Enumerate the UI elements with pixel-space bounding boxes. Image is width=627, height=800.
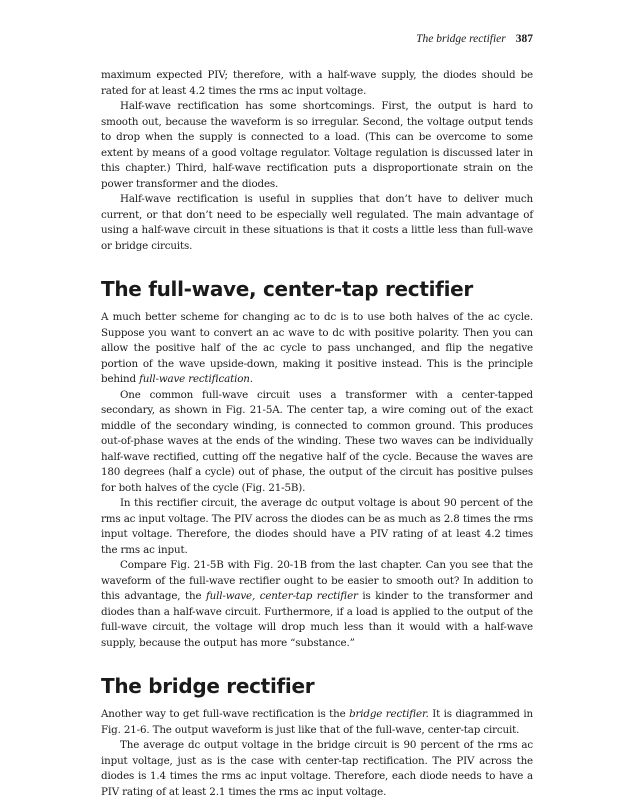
running-head xyxy=(101,30,533,48)
full-wave-paragraph-1 xyxy=(101,310,533,388)
full-wave-p4-emphasis: full-wave, center-tap rectifier xyxy=(205,590,358,602)
full-wave-p1-emphasis: full-wave rectification. xyxy=(139,373,253,385)
full-wave-paragraph-3: In this rectifier circuit, the average dc output voltage is about 90 percent of the rms ac input voltage. The PIV across the diodes can be as much as 2.8 times the rms input voltage. Therefore, the diodes should have a PIV rating of at least 4.2 times the rms ac input. xyxy=(101,497,533,556)
bridge-paragraph-1 xyxy=(101,707,533,738)
bridge-p1-text-pre: Another way to get full-wave rectification is the xyxy=(101,708,350,720)
running-head-title: The bridge rectifier xyxy=(416,33,506,45)
full-wave-paragraph-2: One common full-wave circuit uses a transformer with a center-tapped secondary, as shown in Fig. 21-5A. The center tap, a wire coming out of the exact middle of the secondary winding, is connected to common ground. This produces out-of-phase waves at the ends of the winding. These two waves can be individually half-wave rectified, cutting off the negative half of the cycle. Because the waves are 180 degrees (half a cycle) out of phase, the output of the circuit has positive pulses for both halves of the cycle (Fig. 21-5B). xyxy=(101,388,533,494)
section-heading-bridge: The bridge rectifier xyxy=(101,674,315,698)
intro-paragraph-2: Half-wave rectification has some shortcomings. First, the output is hard to smooth out, because the waveform is so irregular. Second, the voltage output tends to drop when the supply is connected to a load. (This can be overcome to some extent by means of a good voltage regulator. Voltage regulation is discussed later in this chapter.) Third, half-wave rectification puts a disproportionate strain on the power transformer and the diodes. xyxy=(101,100,533,190)
bridge-p1-text-post: It is diagrammed in Fig. 21-6. The output waveform is just like that of the full-wave, center-tap circuit. xyxy=(101,708,533,736)
intro-paragraph-3: Half-wave rectification is useful in supplies that don’t have to deliver much current, or that don’t need to be especially well regulated. The main advantage of using a half-wave circuit in these situations is that it costs a little less than full-wave or bridge circuits. xyxy=(101,193,533,252)
bridge-paragraph-2: The average dc output voltage in the bridge circuit is 90 percent of the rms ac input voltage, just as is the case with center-tap rectification. The PIV across the diodes is 1.4 times the rms ac input voltage. Therefore, each diode needs to have a PIV rating of at least 2.1 times the rms ac input voltage. xyxy=(101,739,533,798)
bridge-p1-emphasis: bridge rectifier. xyxy=(349,708,429,720)
full-wave-p1-text: A much better scheme for changing ac to dc is to use both halves of the ac cycle. Suppose you want to convert an ac wave to dc with positive polarity. Then you can allow the positive half of the ac cycle to pass unchanged, and flip the negative portion of the wave upside-down, making it positive instead. This is the principle behind xyxy=(101,311,533,385)
section-heading-full-wave: The full-wave, center-tap rectifier xyxy=(101,277,473,301)
full-wave-paragraph-4 xyxy=(101,558,533,651)
intro-paragraph-1: maximum expected PIV; therefore, with a half-wave supply, the diodes should be rated for at least 4.2 times the rms ac input voltage. xyxy=(101,69,533,97)
page-number: 387 xyxy=(515,33,533,45)
full-wave-p4-text-pre: Compare Fig. 21-5B with Fig. 20-1B from the last chapter. Can you see that the waveform of the full-wave rectifier ought to be easier to smooth out? In addition to this advantage, the xyxy=(101,559,533,602)
book-page xyxy=(101,30,533,800)
full-wave-p4-text-post: is kinder to the transformer and diodes than a half-wave circuit. Furthermore, if a load is applied to the output of the full-wave circuit, the voltage will drop much less than it would with a half-wave supply, because the output has more “substance.” xyxy=(101,590,533,649)
